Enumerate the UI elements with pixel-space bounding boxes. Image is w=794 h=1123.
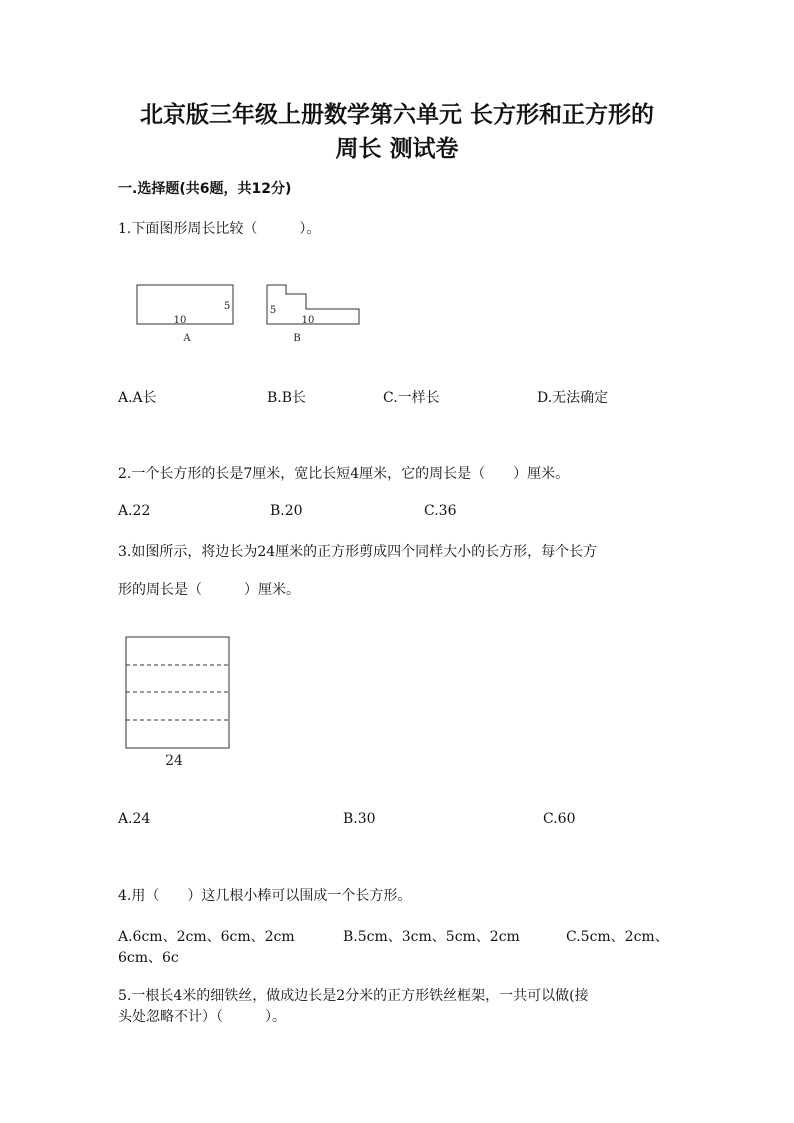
question-2-text: 2.一个长方形的长是7厘米，宽比长短4厘米，它的周长是（ ）厘米。	[118, 466, 570, 482]
question-4-option-c[interactable]: C.5cm、2cm、	[566, 929, 669, 945]
figure-3-bottom-label: 24	[165, 753, 183, 769]
figure-a-caption: A	[183, 333, 191, 344]
question-1-option-b[interactable]: B.B长	[267, 390, 307, 406]
question-1-figure-a	[130, 280, 240, 350]
figure-b-bottom-label: 10	[301, 315, 315, 326]
figure-b-caption: B	[293, 333, 301, 344]
question-4-option-b[interactable]: B.5cm、3cm、5cm、2cm	[343, 929, 520, 945]
question-2-option-a[interactable]: A.22	[118, 503, 151, 519]
question-5-text-line1: 5.一根长4米的细铁丝，做成边长是2分米的正方形铁丝框架，一共可以做(接	[118, 988, 589, 1004]
question-4-option-c-continued[interactable]: 6cm、6c	[118, 950, 179, 966]
section-heading: 一.选择题(共6题，共12分)	[118, 181, 292, 197]
question-2-option-b[interactable]: B.20	[270, 503, 303, 519]
question-3-option-b[interactable]: B.30	[343, 811, 376, 827]
question-4-text: 4.用（ ）这几根小棒可以围成一个长方形。	[118, 888, 412, 904]
question-3-figure	[120, 630, 240, 780]
question-1-text: 1.下面图形周长比较（ ）。	[118, 221, 321, 237]
question-5-text-line2: 头处忽略不计）（ ）。	[118, 1009, 286, 1025]
question-3-option-c[interactable]: C.60	[543, 811, 576, 827]
question-3-text-line1: 3.如图所示，将边长为24厘米的正方形剪成四个同样大小的长方形，每个长方	[118, 544, 598, 560]
figure-b-side-label: 5	[269, 305, 277, 316]
question-2-option-c[interactable]: C.36	[424, 503, 457, 519]
question-1-option-c[interactable]: C.一样长	[383, 390, 440, 406]
figure-a-bottom-label: 10	[173, 315, 187, 326]
question-1-figure-b	[260, 280, 370, 350]
question-1-option-d[interactable]: D.无法确定	[537, 390, 609, 406]
question-3-text-line2: 形的周长是（ ）厘米。	[118, 582, 300, 598]
question-1-option-a[interactable]: A.A长	[118, 390, 157, 406]
question-4-option-a[interactable]: A.6cm、2cm、6cm、2cm	[118, 929, 295, 945]
page-title-line1: 北京版三年级上册数学第六单元 长方形和正方形的	[139, 101, 654, 128]
figure-a-side-label: 5	[223, 301, 231, 312]
page-title-line2: 周长 测试卷	[335, 135, 459, 162]
question-3-option-a[interactable]: A.24	[118, 811, 151, 827]
